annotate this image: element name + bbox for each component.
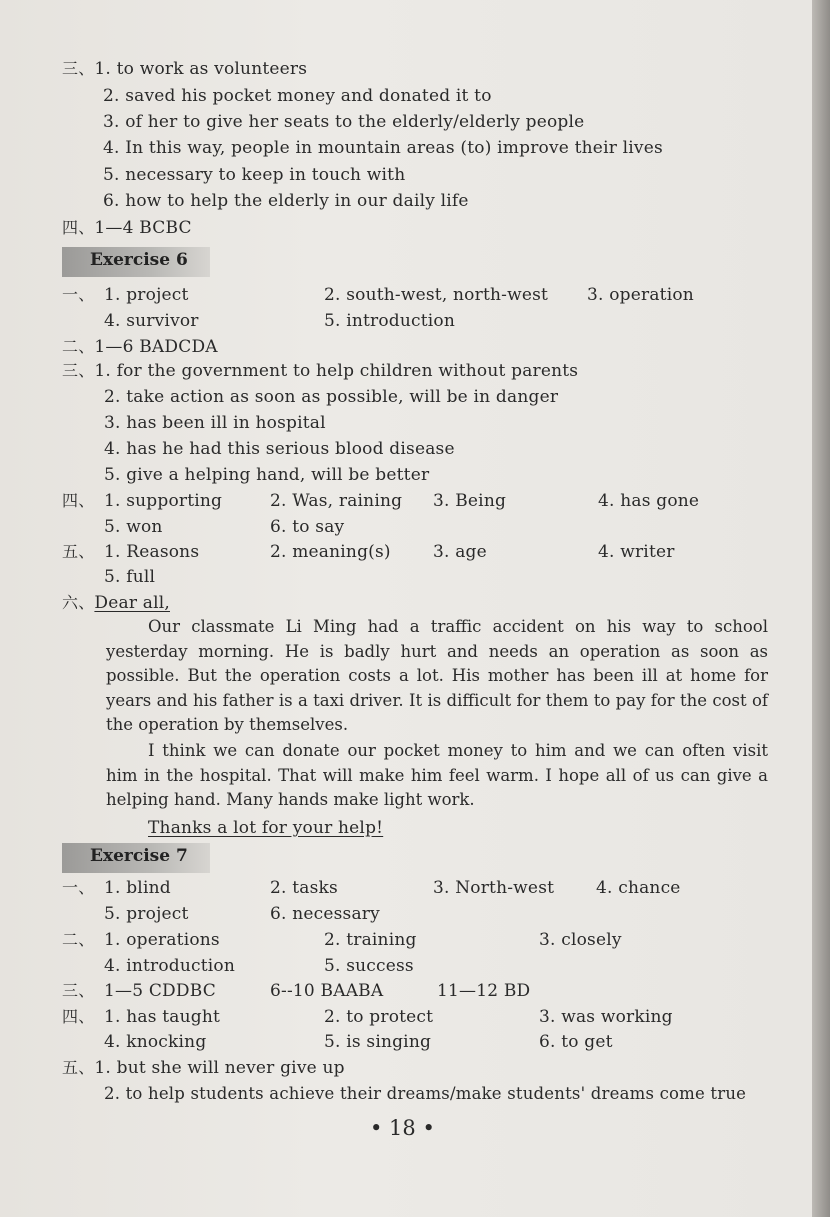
answer-text: 6. necessary — [270, 904, 380, 924]
ex7-s4-row-2 — [62, 1031, 762, 1053]
answer-text: 5. won — [104, 517, 163, 537]
exercise-7-banner — [62, 843, 210, 873]
ex7-s2-row-1 — [62, 929, 762, 951]
section-label: 四、 — [62, 1007, 95, 1026]
exercise-title: Exercise 7 — [90, 846, 188, 866]
ex6-s3-item-4: 4. has he had this serious blood disease — [104, 439, 455, 459]
ex7-s2-row-2 — [62, 955, 762, 977]
ex6-s5-item-5: 5. full — [104, 567, 156, 587]
answer-text: 4. survivor — [104, 311, 199, 331]
answer-text: 3. closely — [539, 930, 622, 950]
ex7-s5-item-2: 2. to help students achieve their dreams/make students' dreams come true — [104, 1084, 747, 1103]
ex5-s3-item-1 — [62, 58, 307, 80]
answer-text: 2. tasks — [270, 878, 338, 898]
answer-text: 4. introduction — [104, 956, 236, 976]
answer-text: 1. but she will never give up — [94, 1058, 345, 1078]
answer-text: 1. has taught — [104, 1007, 221, 1027]
answer-text: 11—12 BD — [437, 981, 531, 1001]
answer-text: 4. writer — [598, 542, 675, 562]
ex6-s3-item-3: 3. has been ill in hospital — [104, 413, 326, 433]
answer-text: 6. to get — [539, 1032, 613, 1052]
section-label: 一、 — [62, 878, 95, 897]
section-label: 三、 — [62, 59, 95, 78]
answer-text: 2. meaning(s) — [270, 542, 391, 562]
answer-text: 3. Being — [433, 491, 507, 511]
answer-text: 3. North-west — [433, 878, 555, 898]
ex6-s1-row-2 — [62, 310, 762, 332]
ex7-s1-row-2 — [62, 903, 762, 925]
answer-text: 6--10 BAABA — [270, 981, 384, 1001]
answer-text: 2. to protect — [324, 1007, 434, 1027]
ex5-s3-item-5: 5. necessary to keep in touch with — [103, 165, 406, 185]
section-label: 一、 — [62, 285, 95, 304]
answer-text: 4. has gone — [598, 491, 700, 511]
answer-text: 2. Was, raining — [270, 491, 403, 511]
answer-text: 5. success — [324, 956, 414, 976]
ex6-s4-row-1 — [62, 490, 762, 512]
answer-text: 6. to say — [270, 517, 345, 537]
page-edge — [812, 0, 830, 1217]
ex5-s4 — [62, 217, 192, 239]
answer-text: 2. south-west, north-west — [324, 285, 549, 305]
answer-text: 1. for the government to help children without parents — [94, 361, 579, 381]
letter-greeting: Dear all, — [94, 593, 170, 613]
ex7-s4-row-1 — [62, 1006, 762, 1028]
exercise-6-banner — [62, 247, 210, 277]
answer-text: 4. knocking — [104, 1032, 207, 1052]
ex7-s3 — [62, 980, 762, 1002]
answer-text: 3. was working — [539, 1007, 673, 1027]
ex5-s3-item-6: 6. how to help the elderly in our daily life — [103, 191, 469, 211]
ex7-s5-item-1 — [62, 1057, 345, 1079]
ex5-s3-item-4: 4. In this way, people in mountain areas (to) improve their lives — [103, 138, 663, 158]
answer-text: 5. project — [104, 904, 189, 924]
section-label: 四、 — [62, 218, 95, 237]
answer-text: 1. Reasons — [104, 542, 200, 562]
section-label: 二、 — [62, 930, 95, 949]
answer-text: 1. operations — [104, 930, 220, 950]
ex5-s3-item-3: 3. of her to give her seats to the elderly/elderly people — [103, 112, 585, 132]
page-number: • 18 • — [370, 1116, 435, 1140]
answer-text: 1—4 BCBC — [94, 218, 192, 238]
answer-text: 5. introduction — [324, 311, 456, 331]
answer-text: 3. age — [433, 542, 487, 562]
letter-closing: Thanks a lot for your help! — [148, 818, 384, 838]
answer-text: 1. supporting — [104, 491, 223, 511]
section-label: 五、 — [62, 1058, 95, 1077]
ex5-s3-item-2: 2. saved his pocket money and donated it to — [103, 86, 492, 106]
section-label: 六、 — [62, 593, 95, 612]
section-label: 四、 — [62, 491, 95, 510]
answer-text: 3. operation — [587, 285, 694, 305]
ex7-s1-row-1 — [62, 877, 762, 899]
letter-paragraph-2: I think we can donate our pocket money to him and we can often visit him in the hospital. That will make him feel warm. I hope all of us can give a helping hand. Many hands make light work. — [106, 741, 768, 809]
ex6-s6-greeting — [62, 592, 170, 614]
answer-text: 4. chance — [596, 878, 681, 898]
section-label: 二、 — [62, 337, 95, 356]
exercise-title: Exercise 6 — [90, 250, 188, 270]
answer-text: 2. training — [324, 930, 417, 950]
ex6-s3-item-5: 5. give a helping hand, will be better — [104, 465, 430, 485]
ex6-s3-item-2: 2. take action as soon as possible, will be in danger — [104, 387, 559, 407]
answer-text: 1—5 CDDBC — [104, 981, 216, 1001]
answer-text: 1. project — [104, 285, 189, 305]
section-label: 三、 — [62, 361, 95, 380]
ex6-s4-row-2 — [62, 516, 762, 538]
section-label: 五、 — [62, 542, 95, 561]
answer-text: 1. to work as volunteers — [94, 59, 308, 79]
answer-text: 5. is singing — [324, 1032, 432, 1052]
ex6-s5-row-1 — [62, 541, 762, 563]
ex6-s1-row-1 — [62, 284, 762, 306]
answer-text: 1. blind — [104, 878, 171, 898]
answer-text: 1—6 BADCDA — [94, 337, 218, 357]
ex6-s3-item-1 — [62, 360, 578, 382]
section-label: 三、 — [62, 981, 95, 1000]
ex6-s2 — [62, 336, 218, 358]
letter-paragraph-1: Our classmate Li Ming had a traffic accident on his way to school yesterday morning. He is badly hurt and needs an operation as soon as possible. But the operation costs a lot. His mother has been ill at home for years and his father is a taxi driver. It is difficult for them to pay for the cost of the operation by themselves. — [106, 617, 768, 734]
